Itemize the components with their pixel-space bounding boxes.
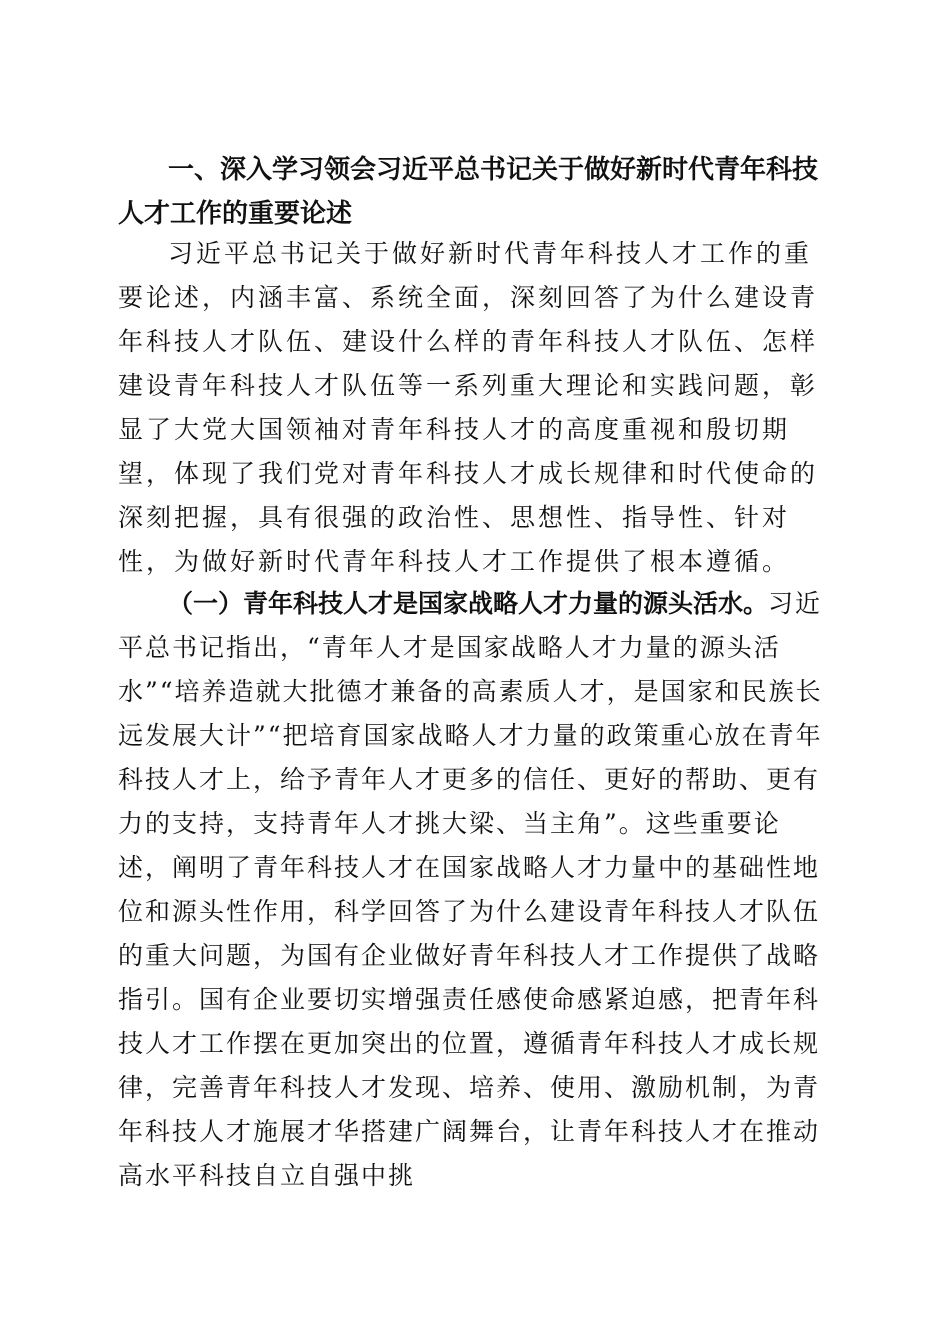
paragraph-text: 习近平总书记指出，“青年人才是国家战略人才力量的源头活水”“培养造就大批德才兼备的高素质人才，是国家和民族长远发展大计”“把培育国家战略人才力量的政策重心放在青年科技人才上，给予青年人才更多的信任、更好的帮助、更有力的支持，支持青年人才挑大梁、当主角”。这些重要论述，阐明了青年科技人才在国家战略人才力量中的基础性地位和源头性作用，科学回答了为什么建设青年科技人才队伍的重大问题，为国有企业做好青年科技人才工作提供了战略指引。国有企业要切实增强责任感使命感紧迫感，把青年科技人才工作摆在更加突出的位置，遵循青年科技人才成长规律，完善青年科技人才发现、培养、使用、激励机制，为青年科技人才施展才华搭建广阔舞台，让青年科技人才在推动高水平科技自立自强中挑: [118, 589, 823, 1190]
subsection-heading: （一）青年科技人才是国家战略人才力量的源头活水。: [168, 589, 769, 618]
body-paragraph: 习近平总书记关于做好新时代青年科技人才工作的重要论述，内涵丰富、系统全面，深刻回答了为什么建设青年科技人才队伍、建设什么样的青年科技人才队伍、怎样建设青年科技人才队伍等一系列重大理论和实践问题，彰显了大党大国领袖对青年科技人才的高度重视和殷切期望，体现了我们党对青年科技人才成长规律和时代使命的深刻把握，具有很强的政治性、思想性、指导性、针对性，为做好新时代青年科技人才工作提供了根本遵循。: [118, 239, 819, 576]
section-heading: 一、深入学习领会习近平总书记关于做好新时代青年科技人才工作的重要论述: [118, 155, 819, 229]
body-paragraph: [118, 582, 830, 1198]
